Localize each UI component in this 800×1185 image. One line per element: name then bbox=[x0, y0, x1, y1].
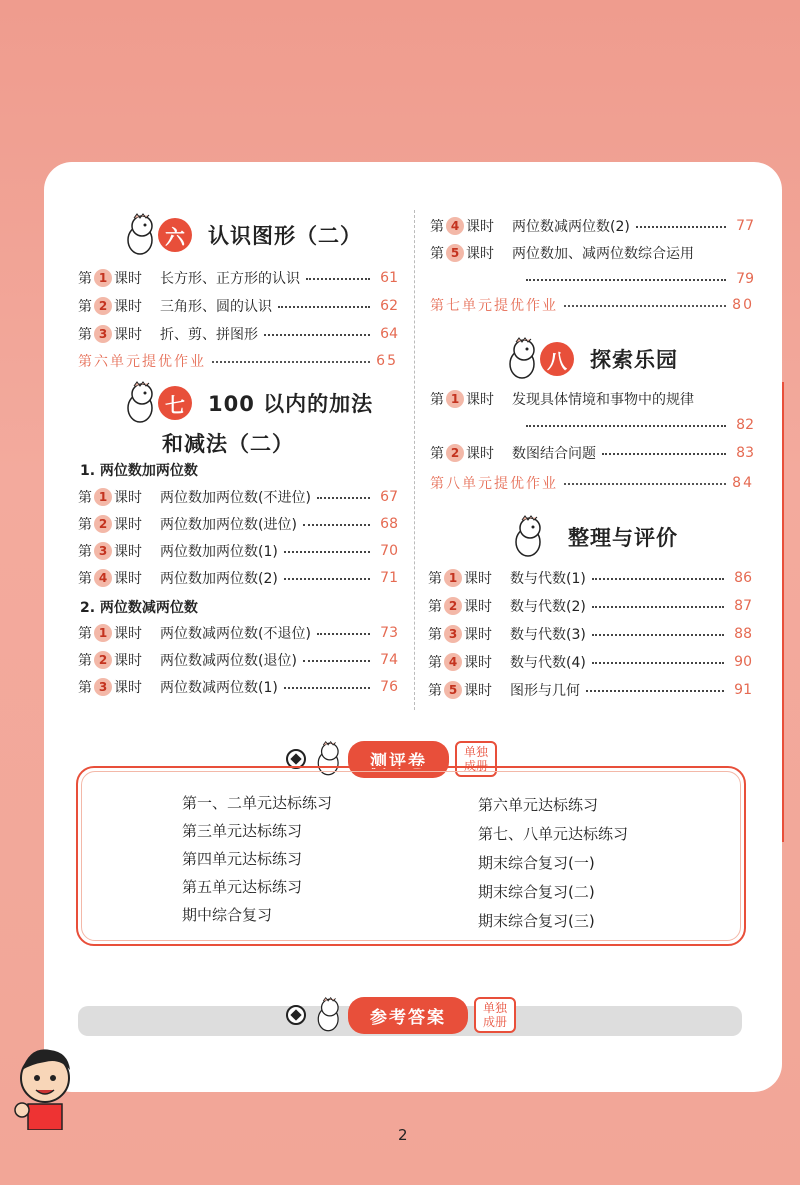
lesson-number-badge: 1 bbox=[94, 269, 112, 287]
lesson-row bbox=[430, 215, 754, 237]
lesson-title: 两位数加两位数(1) bbox=[160, 544, 278, 560]
lesson-title: 数图结合问题 bbox=[512, 446, 596, 462]
lesson-row bbox=[430, 242, 754, 264]
lesson-suffix: 课时 bbox=[114, 544, 142, 560]
lesson-prefix: 第 bbox=[78, 626, 92, 642]
leader-dots bbox=[278, 300, 370, 308]
lesson-page-number: 76 bbox=[380, 679, 398, 695]
lesson-page-number: 61 bbox=[380, 270, 398, 286]
lesson-title: 两位数加两位数(不进位) bbox=[160, 490, 311, 506]
leader-dots bbox=[526, 419, 726, 427]
dinosaur-mascot-icon bbox=[500, 336, 546, 382]
leader-dots bbox=[602, 447, 726, 455]
lesson-suffix: 课时 bbox=[464, 571, 492, 587]
lesson-row bbox=[78, 267, 398, 289]
lesson-number-badge: 4 bbox=[94, 569, 112, 587]
lesson-page-number: 79 bbox=[736, 271, 754, 287]
lesson-number-badge: 4 bbox=[444, 653, 462, 671]
review-title: 整理与评价 bbox=[568, 526, 678, 550]
lesson-suffix: 课时 bbox=[466, 246, 494, 262]
lesson-page-number: 86 bbox=[734, 570, 752, 586]
unit8-title: 探索乐园 bbox=[590, 348, 678, 372]
lesson-suffix: 课时 bbox=[114, 680, 142, 696]
lesson-number-badge: 2 bbox=[94, 651, 112, 669]
lesson-page-number: 82 bbox=[736, 417, 754, 433]
lesson-page-number: 74 bbox=[380, 652, 398, 668]
lesson-page-number: 88 bbox=[734, 626, 752, 642]
lesson-page-number: 71 bbox=[380, 570, 398, 586]
unit6-header bbox=[118, 212, 362, 258]
leader-dots bbox=[303, 518, 370, 526]
lesson-row-continuation bbox=[520, 268, 754, 290]
unit7-title-line1: 100 以内的加法 bbox=[208, 392, 374, 416]
bonus-page-number: 80 bbox=[732, 297, 754, 313]
lesson-page-number: 67 bbox=[380, 489, 398, 505]
lesson-page-number: 90 bbox=[734, 654, 752, 670]
lesson-suffix: 课时 bbox=[114, 490, 142, 506]
unit7-title-line2: 和减法（二） bbox=[162, 432, 294, 456]
answers-banner-label: 参考答案 bbox=[348, 997, 468, 1034]
lesson-title: 两位数减两位数(退位) bbox=[160, 653, 297, 669]
lesson-suffix: 课时 bbox=[466, 219, 494, 235]
test-item-right: 期末综合复习(二) bbox=[478, 883, 595, 901]
test-item-left: 第四单元达标练习 bbox=[182, 850, 303, 868]
lesson-number-badge: 4 bbox=[446, 217, 464, 235]
lesson-prefix: 第 bbox=[78, 571, 92, 587]
lesson-page-number: 77 bbox=[736, 218, 754, 234]
lesson-page-number: 64 bbox=[380, 326, 398, 342]
lesson-number-badge: 5 bbox=[446, 244, 464, 262]
lesson-title: 数与代数(3) bbox=[510, 627, 586, 643]
lesson-title: 两位数减两位数(1) bbox=[160, 680, 278, 696]
leader-dots bbox=[212, 355, 370, 363]
tests-separate-volume-tag: 单独成册 bbox=[455, 741, 497, 777]
lesson-row bbox=[78, 323, 398, 345]
leader-dots bbox=[284, 545, 370, 553]
bonus-title: 第七单元提优作业 bbox=[430, 298, 558, 314]
lesson-row-continuation bbox=[520, 414, 754, 436]
lesson-prefix: 第 bbox=[78, 490, 92, 506]
lesson-number-badge: 2 bbox=[94, 515, 112, 533]
dinosaur-mascot-icon bbox=[118, 380, 164, 426]
bonus-title: 第八单元提优作业 bbox=[430, 476, 558, 492]
lesson-page-number: 68 bbox=[380, 516, 398, 532]
lesson-number-badge: 3 bbox=[94, 678, 112, 696]
boy-thumbs-up-icon bbox=[10, 1040, 80, 1130]
leader-dots bbox=[526, 273, 726, 281]
lesson-suffix: 课时 bbox=[464, 599, 492, 615]
dinosaur-mascot-icon bbox=[118, 212, 164, 258]
test-item-left: 期中综合复习 bbox=[182, 906, 273, 924]
bonus-row bbox=[430, 294, 754, 316]
lesson-title: 两位数减两位数(2) bbox=[512, 219, 630, 235]
leader-dots bbox=[592, 572, 724, 580]
lesson-number-badge: 2 bbox=[446, 444, 464, 462]
lesson-prefix: 第 bbox=[78, 517, 92, 533]
tests-box bbox=[76, 766, 746, 946]
leader-dots bbox=[586, 684, 724, 692]
lesson-row bbox=[78, 649, 398, 671]
lesson-suffix: 课时 bbox=[114, 517, 142, 533]
lesson-title: 长方形、正方形的认识 bbox=[160, 271, 300, 287]
bonus-row bbox=[78, 350, 398, 372]
lesson-row bbox=[78, 295, 398, 317]
bonus-title: 第六单元提优作业 bbox=[78, 354, 206, 370]
lesson-title: 折、剪、拼图形 bbox=[160, 327, 258, 343]
lesson-number-badge: 3 bbox=[94, 542, 112, 560]
lesson-row bbox=[428, 679, 752, 701]
lesson-number-badge: 1 bbox=[94, 624, 112, 642]
lesson-prefix: 第 bbox=[78, 299, 92, 315]
dinosaur-mascot-icon bbox=[506, 514, 552, 560]
column-divider bbox=[414, 210, 415, 710]
leader-dots bbox=[592, 600, 724, 608]
lesson-page-number: 73 bbox=[380, 625, 398, 641]
unit7-section2-label: 2. 两位数减两位数 bbox=[80, 600, 198, 616]
lesson-number-badge: 3 bbox=[94, 325, 112, 343]
lesson-title: 发现具体情境和事物中的规律 bbox=[512, 392, 694, 408]
lesson-suffix: 课时 bbox=[114, 571, 142, 587]
lesson-prefix: 第 bbox=[430, 446, 444, 462]
lesson-number-badge: 1 bbox=[94, 488, 112, 506]
leader-dots bbox=[636, 220, 726, 228]
lesson-prefix: 第 bbox=[430, 392, 444, 408]
lesson-suffix: 课时 bbox=[466, 392, 494, 408]
lesson-suffix: 课时 bbox=[466, 446, 494, 462]
leader-dots bbox=[317, 627, 370, 635]
lesson-suffix: 课时 bbox=[464, 627, 492, 643]
lesson-prefix: 第 bbox=[78, 680, 92, 696]
lesson-row bbox=[78, 676, 398, 698]
leader-dots bbox=[284, 572, 370, 580]
lesson-row bbox=[78, 540, 398, 562]
lesson-suffix: 课时 bbox=[114, 626, 142, 642]
leader-dots bbox=[564, 299, 726, 307]
answers-separate-volume-tag: 单独成册 bbox=[474, 997, 516, 1033]
lesson-row bbox=[78, 486, 398, 508]
unit8-header bbox=[500, 336, 678, 382]
leader-dots bbox=[306, 272, 370, 280]
dinosaur-mascot-icon bbox=[310, 996, 348, 1034]
test-item-left: 第一、二单元达标练习 bbox=[182, 794, 333, 812]
lesson-prefix: 第 bbox=[428, 683, 442, 699]
lesson-number-badge: 1 bbox=[446, 390, 464, 408]
lesson-page-number: 87 bbox=[734, 598, 752, 614]
lesson-row bbox=[428, 595, 752, 617]
lesson-title: 两位数加两位数(2) bbox=[160, 571, 278, 587]
lesson-title: 数与代数(4) bbox=[510, 655, 586, 671]
answers-banner bbox=[286, 996, 516, 1034]
leader-dots bbox=[592, 656, 724, 664]
lesson-row bbox=[78, 622, 398, 644]
lesson-number-badge: 2 bbox=[94, 297, 112, 315]
lesson-row bbox=[430, 442, 754, 464]
lesson-suffix: 课时 bbox=[464, 683, 492, 699]
page-number: 2 bbox=[398, 1126, 408, 1144]
lesson-row bbox=[430, 388, 754, 410]
leader-dots bbox=[303, 654, 370, 662]
lesson-prefix: 第 bbox=[78, 271, 92, 287]
soccer-ball-icon bbox=[286, 1005, 306, 1025]
lesson-page-number: 91 bbox=[734, 682, 752, 698]
lesson-prefix: 第 bbox=[78, 653, 92, 669]
lesson-number-badge: 2 bbox=[444, 597, 462, 615]
unit6-number: 六 bbox=[158, 218, 192, 252]
unit7-number: 七 bbox=[158, 386, 192, 420]
test-item-right: 第六单元达标练习 bbox=[478, 796, 599, 814]
lesson-page-number: 70 bbox=[380, 543, 398, 559]
unit6-title: 认识图形（二） bbox=[208, 224, 362, 248]
lesson-suffix: 课时 bbox=[114, 327, 142, 343]
leader-dots bbox=[564, 477, 726, 485]
lesson-prefix: 第 bbox=[428, 571, 442, 587]
bonus-row bbox=[430, 472, 754, 494]
test-item-left: 第三单元达标练习 bbox=[182, 822, 303, 840]
lesson-row bbox=[428, 651, 752, 673]
test-item-right: 期末综合复习(一) bbox=[478, 854, 595, 872]
lesson-title: 两位数减两位数(不退位) bbox=[160, 626, 311, 642]
lesson-prefix: 第 bbox=[428, 627, 442, 643]
lesson-prefix: 第 bbox=[428, 599, 442, 615]
lesson-suffix: 课时 bbox=[464, 655, 492, 671]
leader-dots bbox=[592, 628, 724, 636]
lesson-suffix: 课时 bbox=[114, 271, 142, 287]
unit7-header bbox=[118, 380, 373, 426]
lesson-title: 两位数加、减两位数综合运用 bbox=[512, 246, 694, 262]
lesson-number-badge: 1 bbox=[444, 569, 462, 587]
test-item-right: 第七、八单元达标练习 bbox=[478, 825, 629, 843]
lesson-row bbox=[78, 513, 398, 535]
lesson-prefix: 第 bbox=[78, 327, 92, 343]
leader-dots bbox=[264, 328, 370, 336]
lesson-title: 三角形、圆的认识 bbox=[160, 299, 272, 315]
lesson-number-badge: 5 bbox=[444, 681, 462, 699]
lesson-page-number: 83 bbox=[736, 445, 754, 461]
test-item-right: 期末综合复习(三) bbox=[478, 912, 595, 930]
lesson-prefix: 第 bbox=[78, 544, 92, 560]
unit7-section1-label: 1. 两位数加两位数 bbox=[80, 463, 198, 479]
lesson-title: 数与代数(1) bbox=[510, 571, 586, 587]
lesson-prefix: 第 bbox=[428, 655, 442, 671]
lesson-suffix: 课时 bbox=[114, 653, 142, 669]
leader-dots bbox=[317, 491, 370, 499]
lesson-row bbox=[428, 623, 752, 645]
lesson-title: 图形与几何 bbox=[510, 683, 580, 699]
test-item-left: 第五单元达标练习 bbox=[182, 878, 303, 896]
bonus-page-number: 65 bbox=[376, 353, 398, 369]
tests-banner-label: 测评卷 bbox=[348, 741, 449, 778]
unit8-number: 八 bbox=[540, 342, 574, 376]
lesson-prefix: 第 bbox=[430, 246, 444, 262]
lesson-number-badge: 3 bbox=[444, 625, 462, 643]
lesson-title: 两位数加两位数(进位) bbox=[160, 517, 297, 533]
lesson-suffix: 课时 bbox=[114, 299, 142, 315]
lesson-row bbox=[78, 567, 398, 589]
leader-dots bbox=[284, 681, 370, 689]
bonus-page-number: 84 bbox=[732, 475, 754, 491]
lesson-title: 数与代数(2) bbox=[510, 599, 586, 615]
lesson-prefix: 第 bbox=[430, 219, 444, 235]
lesson-page-number: 62 bbox=[380, 298, 398, 314]
review-header bbox=[506, 514, 678, 560]
lesson-row bbox=[428, 567, 752, 589]
